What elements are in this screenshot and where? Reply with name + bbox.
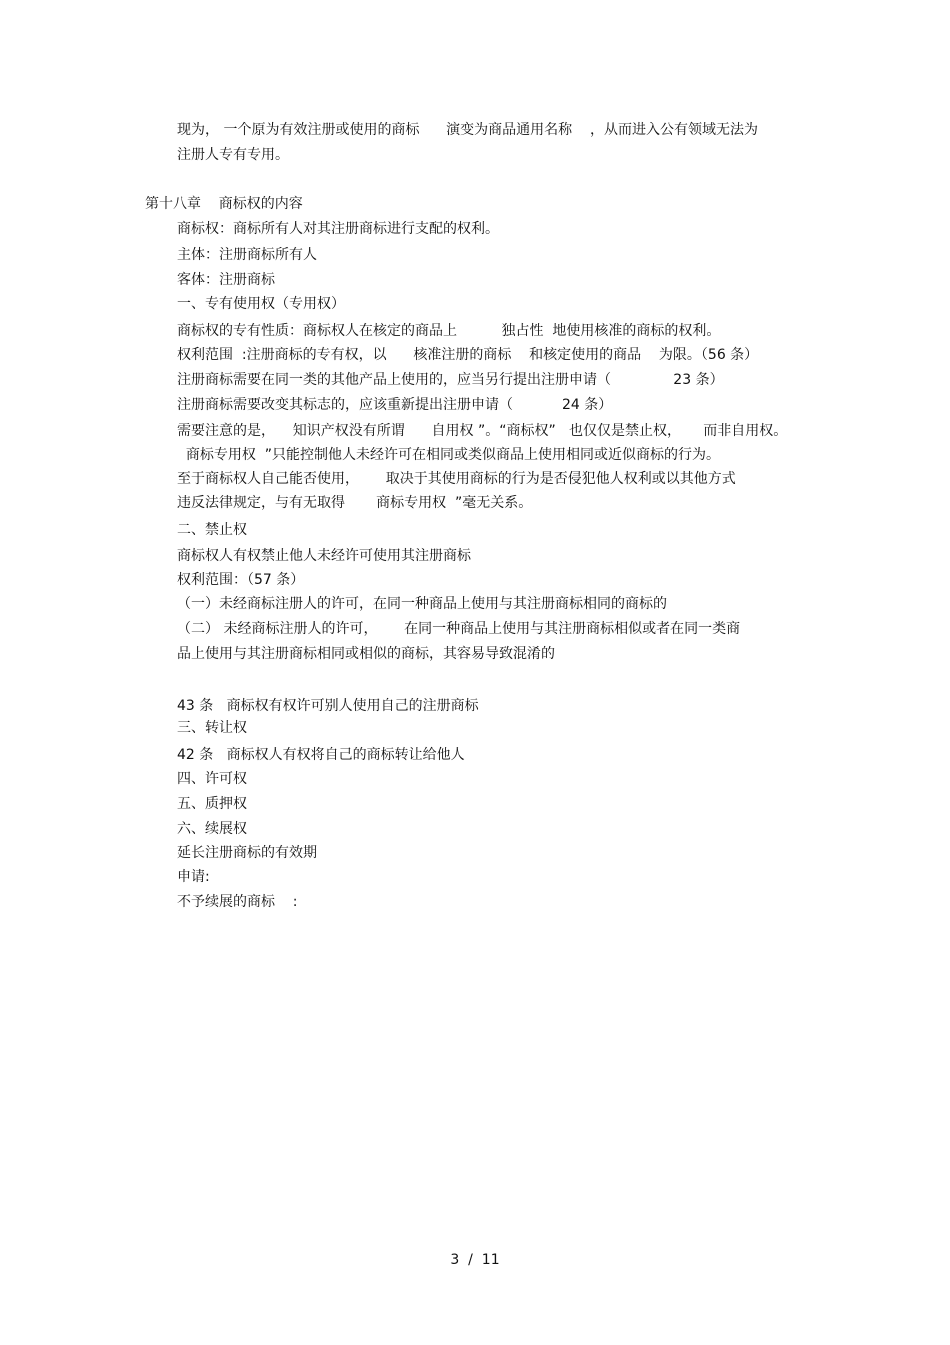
text-line: 现为， 一个原为有效注册或使用的商标 演变为商品通用名称 ，从而进入公有领域无法为 — [177, 122, 758, 138]
section-heading: 四、许可权 — [177, 771, 247, 787]
section-heading: 一、专有使用权（专用权） — [177, 296, 345, 312]
text-line: 权利范围 :注册商标的专有权，以 核准注册的商标 和核定使用的商品 为限。（56 条） — [177, 347, 759, 363]
text-line: 商标权：商标所有人对其注册商标进行支配的权利。 — [177, 221, 499, 237]
section-heading: 二、禁止权 — [177, 522, 247, 538]
text-line: 客体：注册商标 — [177, 272, 275, 288]
section-heading: 三、转让权 — [177, 720, 247, 736]
text-line: 延长注册商标的有效期 — [177, 845, 317, 861]
text-line: 商标权人有权禁止他人未经许可使用其注册商标 — [177, 548, 471, 564]
text-line: 注册人专有专用。 — [177, 147, 289, 163]
text-line: 至于商标权人自己能否使用， 取决于其使用商标的行为是否侵犯他人权利或以其他方式 — [177, 471, 736, 487]
text-line: 注册商标需要在同一类的其他产品上使用的，应当另行提出注册申请（ 23 条） — [177, 372, 724, 388]
text-line: （一）未经商标注册人的许可，在同一种商品上使用与其注册商标相同的商标的 — [177, 596, 667, 612]
section-heading: 五、质押权 — [177, 796, 247, 812]
text-line: 品上使用与其注册商标相同或相似的商标，其容易导致混淆的 — [177, 646, 555, 662]
text-line: 42 条 商标权人有权将自己的商标转让给他人 — [177, 747, 465, 763]
text-line: 43 条 商标权有权许可别人使用自己的注册商标 — [177, 698, 479, 714]
text-line: 违反法律规定，与有无取得 商标专用权 ”毫无关系。 — [177, 495, 533, 511]
section-heading: 六、续展权 — [177, 821, 247, 837]
chapter-heading: 第十八章 商标权的内容 — [145, 196, 303, 212]
page-number: 3 / 11 — [450, 1252, 500, 1268]
text-line: 主体：注册商标所有人 — [177, 247, 317, 263]
text-line: 商标权的专有性质：商标权人在核定的商品上 独占性 地使用核准的商标的权利。 — [177, 323, 721, 339]
text-line: 商标专用权 ”只能控制他人未经许可在相同或类似商品上使用相同或近似商标的行为。 — [177, 447, 721, 463]
text-line: （二） 未经商标注册人的许可， 在同一种商品上使用与其注册商标相似或者在同一类商 — [177, 621, 741, 637]
text-line: 注册商标需要改变其标志的，应该重新提出注册申请（ 24 条） — [177, 397, 613, 413]
text-line: 不予续展的商标 : — [177, 894, 298, 910]
text-line: 申请: — [177, 869, 210, 885]
text-line: 需要注意的是， 知识产权没有所谓 自用权 ”。“商标权” 也仅仅是禁止权， 而非自用权。 — [177, 423, 788, 439]
text-line: 权利范围：（57 条） — [177, 572, 305, 588]
